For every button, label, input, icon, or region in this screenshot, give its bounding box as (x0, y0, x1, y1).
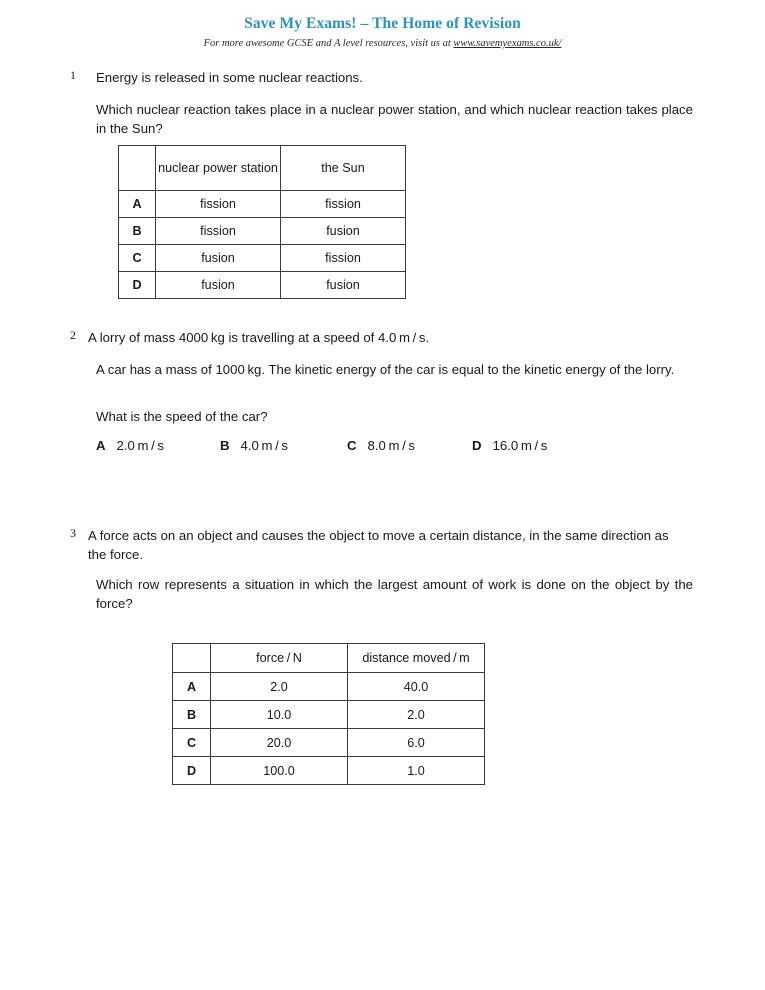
nuclear-cell-b-2: fusion (281, 218, 406, 245)
question-1-line-1: Energy is released in some nuclear reactions. (96, 70, 363, 85)
work-cell-c-1: 20.0 (211, 729, 348, 757)
brand-subtitle (0, 36, 765, 51)
savemyexams-link[interactable]: www.savemyexams.co.uk/ (453, 38, 562, 49)
question-1-number: 1 (70, 68, 76, 82)
question-2-paragraph-3: What is the speed of the car? (96, 409, 268, 424)
question-3-number: 3 (70, 526, 76, 540)
nuclear-table-body (119, 191, 406, 299)
work-cell-b-1: 10.0 (211, 701, 348, 729)
nuclear-table-corner-cell (119, 146, 156, 191)
work-row-letter-b: B (173, 701, 211, 729)
brand-title: Save My Exams! – The Home of Revision (244, 15, 521, 32)
nuclear-table-head (119, 146, 406, 191)
option-c-letter: C (347, 438, 357, 453)
option-a-letter: A (96, 438, 106, 453)
option-b-letter: B (220, 438, 230, 453)
table-header-row (173, 644, 485, 673)
work-cell-b-2: 2.0 (348, 701, 485, 729)
table-header-row (119, 146, 406, 191)
nuclear-cell-c-1: fusion (156, 245, 281, 272)
work-table-corner-cell (173, 644, 211, 673)
table-row[interactable] (173, 673, 485, 701)
table-row[interactable] (173, 729, 485, 757)
work-row-letter-a: A (173, 673, 211, 701)
option-a-text: 2.0 m / s (116, 438, 165, 453)
work-cell-c-2: 6.0 (348, 729, 485, 757)
nuclear-cell-b-1: fission (156, 218, 281, 245)
nuclear-cell-a-2: fission (281, 191, 406, 218)
work-cell-a-1: 2.0 (211, 673, 348, 701)
work-table-head (173, 644, 485, 673)
work-cell-d-1: 100.0 (211, 757, 348, 785)
nuclear-reaction-table (118, 145, 406, 299)
work-table-col-header-2: distance moved / m (348, 644, 485, 673)
question-2-number: 2 (70, 328, 76, 342)
nuclear-table-col-header-1: nuclear power station (156, 146, 281, 191)
nuclear-cell-d-2: fusion (281, 272, 406, 299)
nuclear-cell-c-2: fission (281, 245, 406, 272)
nuclear-row-letter-b: B (119, 218, 156, 245)
question-3-line-1: A force acts on an object and causes the object to move a certain distance, in the same direction as the force. (88, 528, 669, 562)
nuclear-row-letter-c: C (119, 245, 156, 272)
table-row[interactable] (173, 757, 485, 785)
option-d-text: 16.0 m / s (492, 438, 548, 453)
work-row-letter-d: D (173, 757, 211, 785)
work-row-letter-c: C (173, 729, 211, 757)
work-table-col-header-1: force / N (211, 644, 348, 673)
brand-subtitle-text: For more awesome GCSE and A level resources, visit us at (203, 38, 454, 49)
option-a[interactable] (96, 436, 164, 455)
option-b-text: 4.0 m / s (240, 438, 289, 453)
table-row[interactable] (119, 191, 406, 218)
question-1-paragraph-2: Which nuclear reaction takes place in a nuclear power station, and which nuclear reaction takes place in the Sun? (96, 102, 693, 136)
work-table-body (173, 673, 485, 785)
table-row[interactable] (173, 701, 485, 729)
question-3-paragraph-2: Which row represents a situation in which the largest amount of work is done on the object by the force? (96, 577, 693, 611)
option-d[interactable] (472, 436, 547, 455)
option-d-letter: D (472, 438, 482, 453)
nuclear-table-col-header-2: the Sun (281, 146, 406, 191)
option-c[interactable] (347, 436, 415, 455)
question-2-line-1: A lorry of mass 4000 kg is travelling at a speed of 4.0 m / s. (88, 330, 430, 345)
nuclear-row-letter-a: A (119, 191, 156, 218)
nuclear-row-letter-d: D (119, 272, 156, 299)
table-row[interactable] (119, 245, 406, 272)
nuclear-cell-d-1: fusion (156, 272, 281, 299)
page-header (0, 14, 765, 51)
work-cell-d-2: 1.0 (348, 757, 485, 785)
table-row[interactable] (119, 272, 406, 299)
question-2-paragraph-2: A car has a mass of 1000 kg. The kinetic energy of the car is equal to the kinetic energy of the lorry. (96, 362, 675, 377)
table-row[interactable] (119, 218, 406, 245)
work-cell-a-2: 40.0 (348, 673, 485, 701)
work-done-table (172, 643, 485, 785)
option-c-text: 8.0 m / s (367, 438, 416, 453)
nuclear-cell-a-1: fission (156, 191, 281, 218)
option-b[interactable] (220, 436, 288, 455)
